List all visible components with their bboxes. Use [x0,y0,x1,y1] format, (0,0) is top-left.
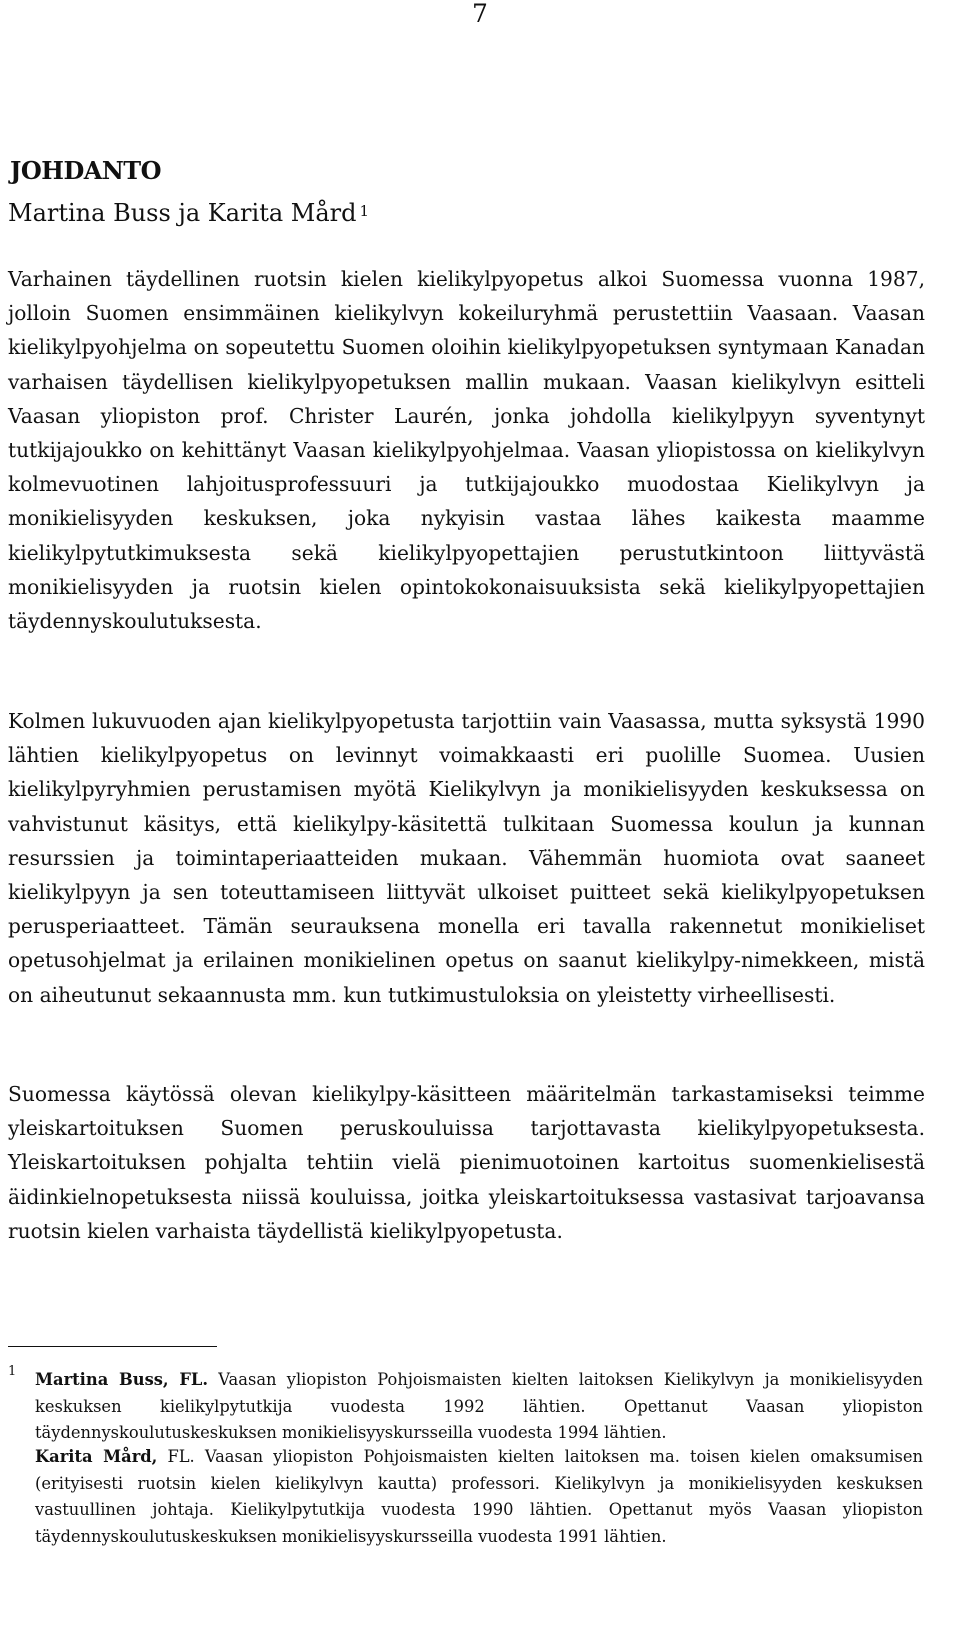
footnote-text: FL. Vaasan yliopiston Pohjoismaisten kielten laitoksen ma. toisen kielen omaksumisen (erityisesti ruotsin kielen kielikylvyn kautta) professori. Kielikylvyn ja monikielisyyden keskuksen vastuullinen johtaja. Kielikylpytutkija vuodesta 1990 lähtien. Opettanut myös Vaasan yliopiston täydennyskoulutuskeskuksen monikielisyyskursseilla vuodesta 1991 lähtien. [35,1447,924,1546]
body-paragraph-1: Varhainen täydellinen ruotsin kielen kielikylpyopetus alkoi Suomessa vuonna 1987, jolloin Suomen ensimmäinen kielikylvyn kokeiluryhmä perustettiin Vaasaan. Vaasan kielikylpyohjelma on sopeutettu Suomen oloihin kielikylpyopetuksen syntymaan Kanadan varhaisen täydellisen kielikylpyopetuksen mallin mukaan. Vaasan kielikylvyn esitteli Vaasan yliopiston prof. Christer Laurén, jonka johdolla kielikylpyyn syventynyt tutkijajoukko on kehittänyt Vaasan kielikylpyohjelmaa. Vaasan yliopistossa on kielikylvyn kolmevuotinen lahjoitusprofessuuri ja tutkijajoukko muodostaa Kielikylvyn ja monikielisyyden keskuksen, joka nykyisin vastaa lähes kaikesta maamme kielikylpytutkimuksesta sekä kielikylpyopettajien perustutkintoon liittyvästä monikielisyyden ja ruotsin kielen opintokokonaisuuksista sekä kielikylpyopettajien täydennyskoulutuksesta. [8,267,925,634]
footnote-entry-2 [35,1444,923,1550]
footnote-author-name: Martina Buss, FL. [35,1370,209,1389]
chapter-heading: JOHDANTO [10,156,162,185]
page-number: 7 [472,0,488,28]
footnote-author-name: Karita Mård, [35,1447,158,1466]
author-names: Martina Buss ja Karita Mård [8,199,357,227]
author-line [8,199,369,227]
body-paragraph-3: Suomessa käytössä olevan kielikylpy-käsitteen määritelmän tarkastamiseksi teimme yleiskartoituksen Suomen peruskouluissa tarjottavasta kielikylpyopetuksesta. Yleiskartoituksen pohjalta tehtiin vielä pienimuotoinen kartoitus suomenkielisestä äidinkielnopetuksesta niissä kouluissa, joitka yleiskartoituksessa vastasivat tarjoavansa ruotsin kielen varhaista täydellistä kielikylpyopetusta. [8,1082,925,1243]
footnote-entry-1 [35,1367,923,1447]
footnote-separator [8,1346,217,1347]
footnote-reference: 1 [359,202,370,220]
footnote-text: Vaasan yliopiston Pohjoismaisten kielten laitoksen Kielikylvyn ja monikielisyyden keskuksen kielikylpytutkija vuodesta 1992 lähtien. Opettanut Vaasan yliopiston täydennyskoulutuskeskuksen monikielisyyskursseilla vuodesta 1994 lähtien. [35,1370,923,1443]
footnote-number: 1 [8,1364,17,1379]
body-paragraph-2: Kolmen lukuvuoden ajan kielikylpyopetusta tarjottiin vain Vaasassa, mutta syksystä 1990 lähtien kielikylpyopetus on levinnyt voimakkaasti eri puolille Suomea. Uusien kielikylpyryhmien perustamisen myötä Kielikylvyn ja monikielisyyden keskuksessa on vahvistunut käsitys, että kielikylpy-käsitettä tulkitaan Suomessa koulun ja kunnan resurssien ja toimintaperiaatteiden mukaan. Vähemmän huomiota ovat saaneet kielikylpyyn ja sen toteuttamiseen liittyvät ulkoiset puitteet sekä kielikylpyopetuksen perusperiaatteet. Tämän seurauksena monella eri tavalla rakennetut monikieliset opetusohjelmat ja erilainen monikielinen opetus on saanut kielikylpy-nimekkeen, mistä on aiheutunut sekaannusta mm. kun tutkimustuloksia on yleistetty virheellisesti. [8,709,925,1007]
